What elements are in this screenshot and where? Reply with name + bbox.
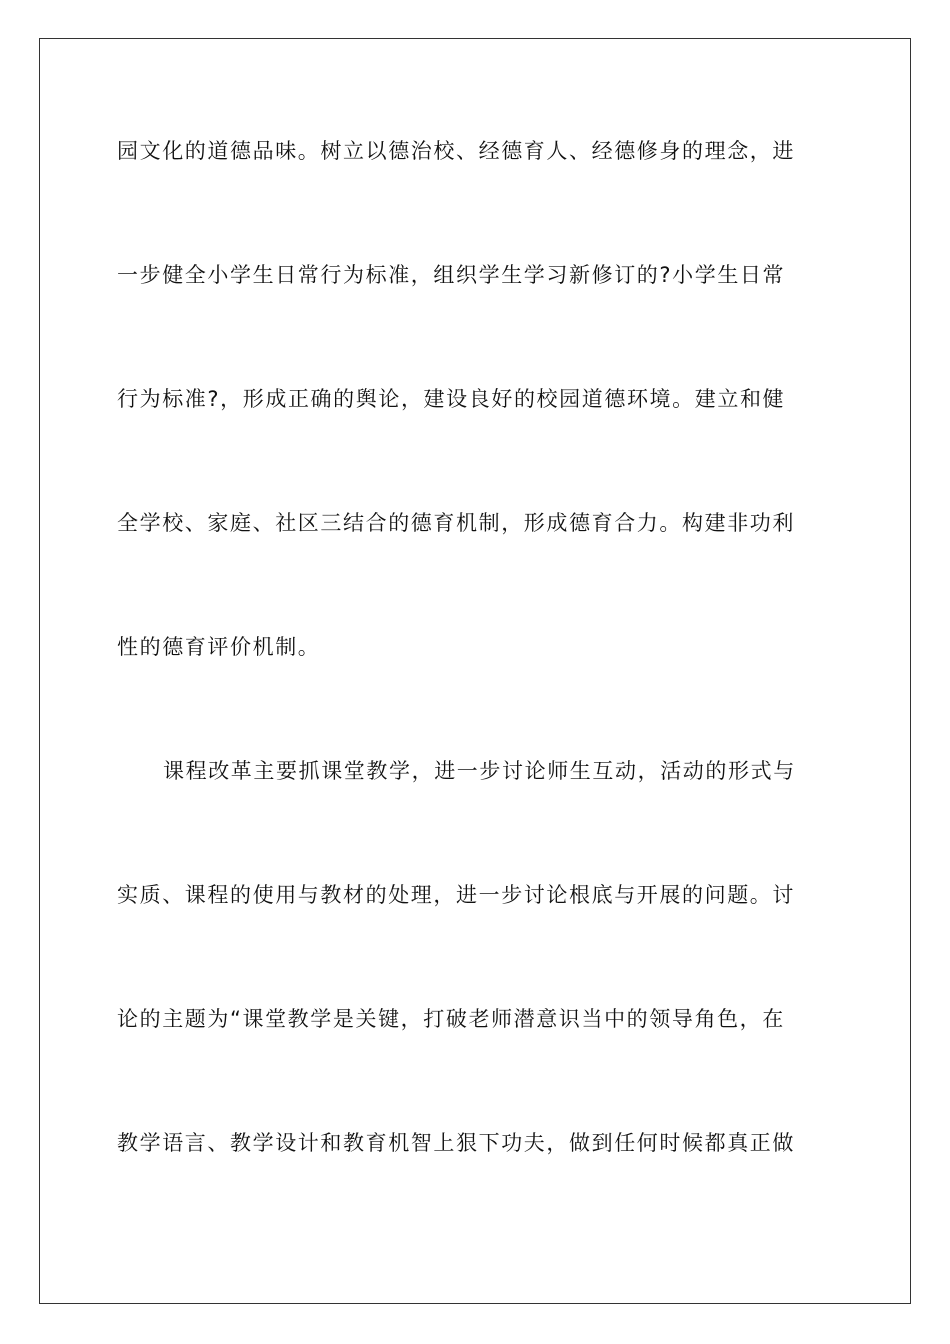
text-line-3: 行为标准?，形成正确的舆论，建设良好的校园道德环境。建立和健	[117, 387, 786, 411]
text-line-2: 一步健全小学生日常行为标准，组织学生学习新修订的?小学生日常	[117, 263, 786, 287]
text-line-4: 全学校、家庭、社区三结合的德育机制，形成德育合力。构建非功利	[117, 511, 795, 535]
text-line-1: 园文化的道德品味。树立以德治校、经德育人、经德修身的理念，进	[117, 139, 795, 163]
text-line-5: 性的德育评价机制。	[117, 635, 321, 659]
text-line-9: 教学语言、教学设计和教育机智上狠下功夫，做到任何时候都真正做	[117, 1131, 795, 1155]
paragraph-start-line: 课程改革主要抓课堂教学，进一步讨论师生互动，活动的形式与	[163, 759, 796, 783]
page-frame	[39, 38, 911, 1304]
text-line-8: 论的主题为“课堂教学是关键，打破老师潜意识当中的领导角色，在	[117, 1007, 785, 1031]
text-line-7: 实质、课程的使用与教材的处理，进一步讨论根底与开展的问题。讨	[117, 883, 795, 907]
